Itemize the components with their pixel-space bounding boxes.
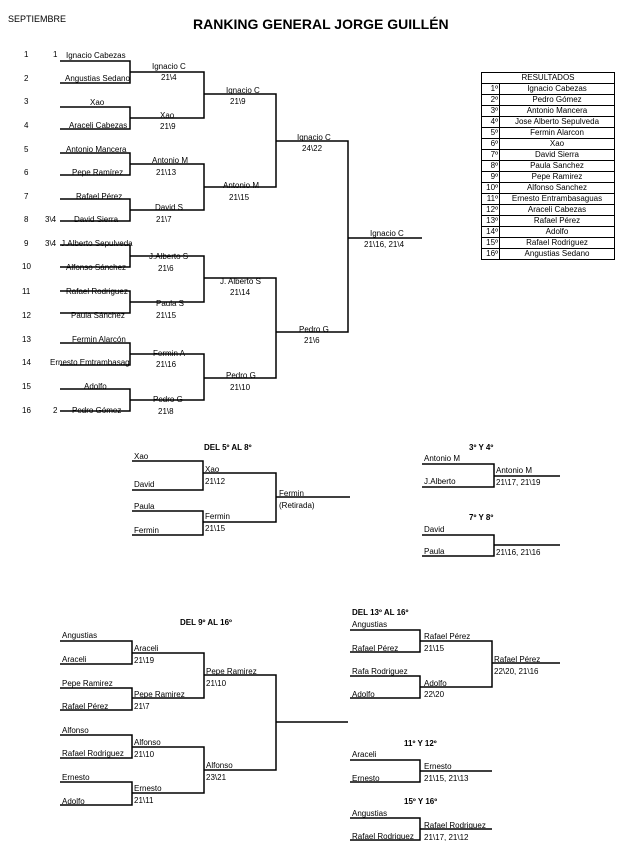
table-row	[482, 183, 615, 194]
player-name: Rafael Pérez	[352, 644, 399, 653]
match-score: 21\4	[161, 73, 177, 82]
player-name: Pepe Ramírez	[72, 168, 124, 177]
player-name: Antonio Mancera	[66, 145, 127, 154]
seed-number: 16	[22, 406, 31, 415]
player-name: Araceli	[62, 655, 87, 664]
table-row	[482, 249, 615, 260]
match-winner: Antonio M	[223, 181, 260, 190]
results-name: Xao	[500, 139, 615, 150]
match-score: 21\15	[424, 644, 445, 653]
section-title-11-12: 11º Y 12º	[404, 739, 437, 748]
seed-mark: 2	[53, 406, 58, 415]
match-score: 21\17, 21\12	[424, 833, 469, 842]
player-name: J.Alberto Sepulveda	[61, 239, 133, 248]
seed-number: 7	[24, 192, 29, 201]
results-name: Araceli Cabezas	[500, 205, 615, 216]
seed-number: 14	[22, 358, 31, 367]
player-name: Angustias	[352, 809, 388, 818]
results-position: 7º	[482, 150, 500, 161]
player-name: Rafael Pérez	[76, 192, 123, 201]
table-row	[482, 238, 615, 249]
player-name: Adolfo	[62, 797, 85, 806]
match-winner: Xao	[160, 111, 175, 120]
match-score: 21\10	[206, 679, 227, 688]
match-winner: Antonio M	[496, 466, 533, 475]
match-score: 21\14	[230, 288, 251, 297]
final-winner: Ignacio C	[370, 229, 404, 238]
match-score: 21\13	[156, 168, 177, 177]
match-score: 21\10	[134, 750, 155, 759]
player-name: J.Alberto	[424, 477, 456, 486]
match-score: 21\7	[134, 702, 150, 711]
table-row	[482, 95, 615, 106]
match-score: 23\21	[206, 773, 227, 782]
results-name: Alfonso Sanchez	[500, 183, 615, 194]
match-score: 21\7	[156, 215, 172, 224]
table-row	[482, 205, 615, 216]
results-position: 9º	[482, 172, 500, 183]
match-winner: Adolfo	[424, 679, 447, 688]
page-title: RANKING GENERAL JORGE GUILLÉN	[193, 16, 449, 32]
match-score: 21\11	[134, 796, 154, 805]
match-winner: Pedro G	[226, 371, 256, 380]
match-winner: Pepe Ramirez	[134, 690, 185, 699]
match-winner: Araceli	[134, 644, 159, 653]
match-winner: Alfonso	[134, 738, 161, 747]
results-position: 12º	[482, 205, 500, 216]
player-name: Paula	[424, 547, 445, 556]
results-position: 1º	[482, 84, 500, 95]
seed-number: 6	[24, 168, 29, 177]
player-name: Angustias	[352, 620, 388, 629]
match-score: 21\6	[304, 336, 320, 345]
match-winner: Fermin	[279, 489, 304, 498]
match-score: 21\16	[156, 360, 177, 369]
match-score: 21\19	[134, 656, 155, 665]
player-name: Adolfo	[352, 690, 375, 699]
match-winner: Rafael Rodriguez	[424, 821, 486, 830]
results-name: Paula Sanchez	[500, 161, 615, 172]
match-winner: Rafael Pérez	[494, 655, 541, 664]
section-title-13-16: DEL 13º AL 16º	[352, 608, 409, 617]
table-row	[482, 128, 615, 139]
results-table	[481, 72, 615, 260]
seed-mark: 3\4	[45, 239, 57, 248]
seed-number: 10	[22, 262, 31, 271]
seed-mark: 1	[53, 50, 58, 59]
player-name: Alfonso	[62, 726, 89, 735]
seed-number: 2	[24, 74, 29, 83]
match-score: 21\8	[158, 407, 174, 416]
results-position: 8º	[482, 161, 500, 172]
results-name: Fermin Alarcon	[500, 128, 615, 139]
match-score: 21\15	[205, 524, 226, 533]
match-winner: Xao	[205, 465, 220, 474]
match-score: 21\15	[229, 193, 250, 202]
match-winner: Pepe Ramirez	[206, 667, 257, 676]
player-name: Antonio M	[424, 454, 461, 463]
seed-number: 5	[24, 145, 29, 154]
match-score: 21\17, 21\19	[496, 478, 541, 487]
match-score: 21\12	[205, 477, 226, 486]
results-position: 14º	[482, 227, 500, 238]
player-name: Rafa Rodriguez	[352, 667, 408, 676]
player-name: David	[134, 480, 155, 489]
results-name: Rafael Rodriguez	[500, 238, 615, 249]
player-name: Pedro Gómez	[72, 406, 122, 415]
results-position: 15º	[482, 238, 500, 249]
match-winner: Antonio M	[152, 156, 189, 165]
match-winner: Alfonso	[206, 761, 233, 770]
table-row	[482, 150, 615, 161]
table-row	[482, 106, 615, 117]
player-name: Fermin Alarcón	[72, 335, 126, 344]
results-name: Antonio Mancera	[500, 106, 615, 117]
match-winner: Rafael Pérez	[424, 632, 471, 641]
table-row	[482, 227, 615, 238]
player-name: Ignacio Cabezas	[66, 51, 126, 60]
results-name: Pepe Ramirez	[500, 172, 615, 183]
player-name: David Sierra	[74, 215, 119, 224]
results-name: David Sierra	[500, 150, 615, 161]
match-score: 21\16, 21\16	[496, 548, 541, 557]
match-winner: Ignacio C	[226, 86, 260, 95]
seed-number: 8	[24, 215, 29, 224]
seed-number: 4	[24, 121, 29, 130]
results-name: Rafael Pérez	[500, 216, 615, 227]
match-score: 22\20, 21\16	[494, 667, 539, 676]
match-winner: Ignacio C	[297, 133, 331, 142]
player-name: Alfonso Sánchez	[66, 263, 127, 272]
seed-number: 1	[24, 50, 29, 59]
results-position: 10º	[482, 183, 500, 194]
results-name: Jose Alberto Sepulveda	[500, 117, 615, 128]
player-name: Angustias	[62, 631, 98, 640]
match-score: 21\9	[160, 122, 176, 131]
match-score: 22\20	[424, 690, 445, 699]
match-winner: Ernesto	[134, 784, 162, 793]
results-position: 3º	[482, 106, 500, 117]
results-name: Adolfo	[500, 227, 615, 238]
results-position: 13º	[482, 216, 500, 227]
results-position: 4º	[482, 117, 500, 128]
results-position: 16º	[482, 249, 500, 260]
results-position: 2º	[482, 95, 500, 106]
section-title-7-8: 7º Y 8º	[469, 513, 494, 522]
match-winner: J. Alberto S	[220, 277, 261, 286]
player-name: David	[424, 525, 445, 534]
player-name: Paula	[134, 502, 155, 511]
player-name: Rafael Rodriguez	[66, 287, 128, 296]
results-name: Angustias Sedano	[500, 249, 615, 260]
match-winner: Paula S	[156, 299, 185, 308]
player-name: Pepe Ramirez	[62, 679, 113, 688]
table-row	[482, 172, 615, 183]
player-name: Paula Sánchez	[71, 311, 125, 320]
table-row	[482, 161, 615, 172]
player-name: Araceli	[352, 750, 377, 759]
player-name: Fermin	[134, 526, 159, 535]
results-name: Ignacio Cabezas	[500, 84, 615, 95]
table-row	[482, 194, 615, 205]
seed-number: 11	[22, 287, 31, 296]
section-title-5-8: DEL 5º AL 8º	[204, 443, 252, 452]
match-winner: Pedro G	[299, 325, 329, 334]
seed-number: 9	[24, 239, 29, 248]
match-winner: Fermin	[205, 512, 230, 521]
match-score: 21\15, 21\13	[424, 774, 469, 783]
player-name: Araceli Cabezas	[69, 121, 128, 130]
match-score: 24\22	[302, 144, 323, 153]
table-row	[482, 84, 615, 95]
results-position: 11º	[482, 194, 500, 205]
section-title-15-16: 15º Y 16º	[404, 797, 438, 806]
table-row	[482, 117, 615, 128]
match-score: 21\15	[156, 311, 177, 320]
match-score: 21\9	[230, 97, 246, 106]
results-position: 5º	[482, 128, 500, 139]
match-score: 21\10	[230, 383, 251, 392]
match-winner: Ernesto	[424, 762, 452, 771]
table-row	[482, 139, 615, 150]
match-winner: David S	[155, 203, 184, 212]
player-name: Ernesto	[352, 774, 380, 783]
seed-number: 15	[22, 382, 31, 391]
player-name: Ernesto	[62, 773, 90, 782]
player-name: Angustias Sedano	[65, 74, 130, 83]
player-name: Adolfo	[84, 382, 107, 391]
table-row	[482, 216, 615, 227]
seed-number: 13	[22, 335, 31, 344]
seed-number: 3	[24, 97, 29, 106]
player-name: Rafael Rodriguez	[352, 832, 414, 841]
results-position: 6º	[482, 139, 500, 150]
section-title-9-16: DEL 9º AL 16º	[180, 618, 232, 627]
match-winner: J.Alberto S	[149, 252, 189, 261]
seed-number: 12	[22, 311, 31, 320]
results-name: Pedro Gómez	[500, 95, 615, 106]
match-winner: Pedro G	[153, 395, 183, 404]
player-name: Xao	[90, 98, 105, 107]
seed-mark: 3\4	[45, 215, 57, 224]
match-score: 21\6	[158, 264, 174, 273]
month-label: SEPTIEMBRE	[8, 14, 67, 24]
results-header: RESULTADOS	[482, 73, 615, 84]
match-winner: Ignacio C	[152, 62, 186, 71]
player-name: Rafael Pérez	[62, 702, 109, 711]
player-name: Xao	[134, 452, 149, 461]
player-name: Rafael Rodriguez	[62, 749, 124, 758]
section-title-3-4: 3º Y 4º	[469, 443, 494, 452]
match-score: (Retirada)	[279, 501, 315, 510]
final-score: 21\16, 21\4	[364, 240, 405, 249]
results-name: Ernesto Entrambasaguas	[500, 194, 615, 205]
match-winner: Fermin A	[153, 349, 186, 358]
player-name: Ernesto Emtrambasag	[50, 358, 130, 367]
